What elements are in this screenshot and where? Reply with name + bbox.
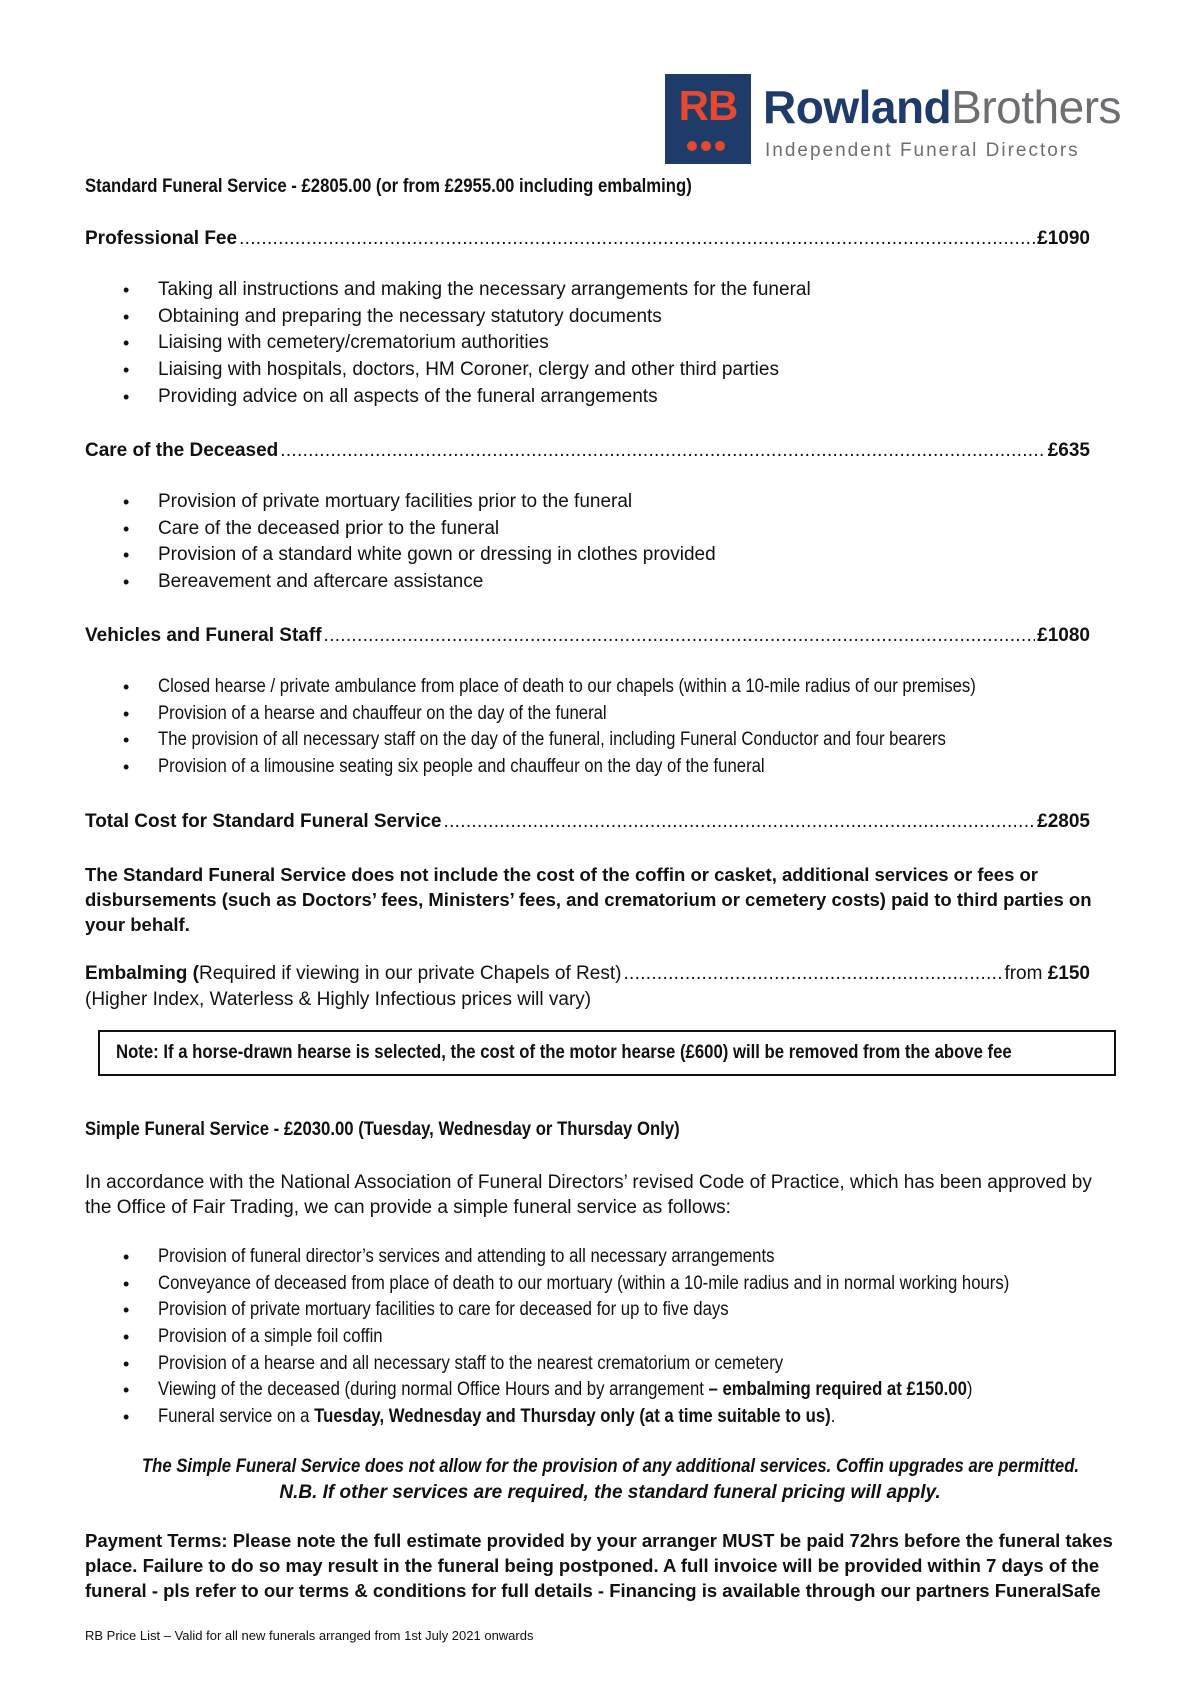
footer-validity: RB Price List – Valid for all new funerals arranged from 1st July 2021 onwards [85,1628,534,1643]
list-item: • Provision of funeral director’s services and attending to all necessary arrangements [120,1244,1125,1271]
list-item: • Liaising with cemetery/crematorium authorities [120,330,811,357]
list-item: • Obtaining and preparing the necessary statutory documents [120,304,811,331]
list-item: • Provision of private mortuary facilities to care for deceased for up to five days [120,1297,1125,1324]
leader-dots [444,810,1036,834]
list-item: • Provision of a hearse and chauffeur on the day of the funeral [120,701,1087,728]
vehicles-list [120,674,1087,781]
list-item: • Provision of private mortuary facilities prior to the funeral [120,489,716,516]
list-item: • Care of the deceased prior to the funeral [120,516,716,543]
logo-wordmark: RowlandBrothers [763,81,1122,133]
care-amount: £635 [1047,440,1090,461]
total-amount: £2805 [1037,811,1090,832]
vehicles-amount: £1080 [1037,625,1090,646]
leader-dots [239,227,1035,251]
total-row [85,810,1090,834]
simple-disclaimer-line1: The Simple Funeral Service does not allow for the provision of any additional services. Coffin upgrades are permitted. [141,1456,1079,1477]
embalming-note: (Higher Index, Waterless & Highly Infectious prices will vary) [85,989,592,1010]
list-item: • Closed hearse / private ambulance from place of death to our chapels (within a 10-mile radius of our premises) [120,674,1087,701]
logo-mark-text: RB [678,82,738,129]
list-item: • Providing advice on all aspects of the funeral arrangements [120,384,811,411]
leader-dots [324,624,1036,648]
embalming-row [85,962,1090,986]
vehicles-label: Vehicles and Funeral Staff [85,625,322,646]
list-item: • Viewing of the deceased (during normal Office Hours and by arrangement – embalming required at £150.00) [120,1377,1125,1404]
list-item: • Provision of a standard white gown or dressing in clothes provided [120,542,716,569]
list-item: • Funeral service on a Tuesday, Wednesday and Thursday only (at a time suitable to us). [120,1404,1125,1431]
company-logo [665,74,1125,166]
list-item: • Taking all instructions and making the necessary arrangements for the funeral [120,277,811,304]
horse-hearse-note: Note: If a horse-drawn hearse is selected, the cost of the motor hearse (£600) will be removed from the above fee [98,1030,1116,1076]
care-label: Care of the Deceased [85,440,279,461]
simple-intro: In accordance with the National Association of Funeral Directors’ revised Code of Practice, which has been approved by the Office of Fair Trading, we can provide a simple funeral service as follows: [85,1172,1092,1218]
logo-dots-icon [687,138,731,150]
professional-fee-amount: £1090 [1037,228,1090,249]
care-list [120,489,716,596]
payment-terms: Payment Terms: Please note the full estimate provided by your arranger MUST be paid 72hrs before the funeral takes place. Failure to do so may result in the funeral being postponed. A full invoice will be provided within 7 days of the funeral - pls refer to our terms & conditions for full details - Financing is available through our partners FuneralSafe [85,1530,1113,1601]
logo-mark [665,74,751,164]
list-item: • Liaising with hospitals, doctors, HM Coroner, clergy and other third parties [120,357,811,384]
logo-tagline: Independent Funeral Directors [765,140,1080,161]
simple-list [120,1244,1125,1431]
care-row [85,439,1090,463]
exclusions-text: The Standard Funeral Service does not include the cost of the coffin or casket, additional services or fees or disbursements (such as Doctors’ fees, Ministers’ fees, and crematorium or cemetery costs) paid to third parties on your behalf. [85,864,1092,935]
list-item: • Conveyance of deceased from place of death to our mortuary (within a 10-mile radius and in normal working hours) [120,1271,1125,1298]
leader-dots [280,439,1045,463]
list-item: • Bereavement and aftercare assistance [120,569,716,596]
professional-fee-row [85,227,1090,251]
list-item: • The provision of all necessary staff on the day of the funeral, including Funeral Conductor and four bearers [120,727,1087,754]
list-item: • Provision of a simple foil coffin [120,1324,1125,1351]
professional-fee-label: Professional Fee [85,228,238,249]
list-item: • Provision of a limousine seating six people and chauffeur on the day of the funeral [120,754,1087,781]
list-item: • Provision of a hearse and all necessary staff to the nearest crematorium or cemetery [120,1351,1125,1378]
professional-fee-list [120,277,811,410]
embalming-label: Embalming (Required if viewing in our private Chapels of Rest) [85,963,622,984]
embalming-amount: from £150 [1004,963,1090,984]
simple-disclaimer-line2: N.B. If other services are required, the standard funeral pricing will apply. [279,1482,941,1503]
simple-heading: Simple Funeral Service - £2030.00 (Tuesday, Wednesday or Thursday Only) [85,1119,680,1140]
standard-heading: Standard Funeral Service - £2805.00 (or from £2955.00 including embalming) [85,176,692,197]
total-label: Total Cost for Standard Funeral Service [85,811,442,832]
vehicles-row [85,624,1090,648]
leader-dots [623,962,1002,986]
